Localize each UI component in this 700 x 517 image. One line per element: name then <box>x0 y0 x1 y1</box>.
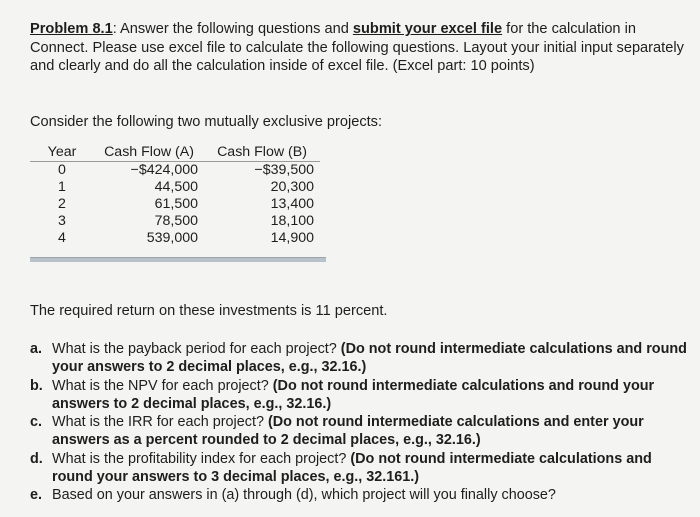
header-cash-flow-b: Cash Flow (B) <box>204 144 320 162</box>
question-item <box>30 377 690 414</box>
cell-year: 3 <box>58 213 66 229</box>
cell-cash-flow-a: −$424,000 <box>130 162 198 178</box>
required-return-text: The required return on these investments is 11 percent. <box>30 303 388 319</box>
cash-flow-table <box>30 144 320 247</box>
question-text: What is the profitability index for each project? <box>52 450 351 467</box>
question-item <box>30 340 690 377</box>
question-text: What is the IRR for each project? <box>52 414 268 431</box>
cell-cash-flow-b: −$39,500 <box>254 162 314 178</box>
cell-cash-flow-b: 18,100 <box>270 213 314 229</box>
table-row <box>30 196 320 213</box>
table-header-row <box>30 144 320 162</box>
question-instruction: (Do not round intermediate calculations and enter your answers as a percent rounded to 2 decimal places, e.g., 32.16.) <box>52 414 644 449</box>
cell-cash-flow-b: 13,400 <box>270 196 314 212</box>
cell-cash-flow-b: 20,300 <box>270 179 314 195</box>
cell-cash-flow-a: 61,500 <box>154 196 198 212</box>
question-instruction: (Do not round intermediate calculations and round your answers to 2 decimal places, e.g., 32.16.) <box>52 341 687 376</box>
intro-rest: for the calculation in Connect. Please use excel file to calculate the following questions. Layout your initial input separately and clearly and do all the calculation inside of excel file. (Excel part: 10 points) <box>30 21 684 74</box>
table-row <box>30 213 320 230</box>
question-text: What is the payback period for each project? <box>52 341 341 357</box>
cell-cash-flow-a: 44,500 <box>154 179 198 195</box>
question-item <box>30 413 690 450</box>
cell-cash-flow-a: 78,500 <box>154 213 198 229</box>
submit-instruction: submit your excel file <box>352 21 503 37</box>
question-instruction: (Do not round intermediate calculations and round your answers to 3 decimal places, e.g., 32.161.) <box>52 450 652 486</box>
question-letter: d. <box>30 450 43 467</box>
question-letter: b. <box>30 377 43 394</box>
question-letter: e. <box>30 487 43 504</box>
cell-cash-flow-b: 14,900 <box>270 230 314 246</box>
question-item <box>30 450 690 487</box>
problem-label: Problem 8.1 <box>30 21 113 37</box>
table-row <box>30 162 320 180</box>
cell-year: 4 <box>58 230 66 246</box>
intro-lead: : Answer the following questions and <box>112 21 353 37</box>
question-letter: c. <box>30 414 43 431</box>
consider-text: Consider the following two mutually exclusive projects: <box>30 114 383 130</box>
table-bottom-rule <box>30 257 326 262</box>
cash-flow-table-area <box>30 144 326 262</box>
question-text: Based on your answers in (a) through (d), which project will you finally choose? <box>52 487 556 504</box>
cell-year: 1 <box>58 179 66 195</box>
question-letter: a. <box>30 341 43 357</box>
table-row <box>30 179 320 196</box>
header-cash-flow-a: Cash Flow (A) <box>94 144 204 162</box>
question-text: What is the NPV for each project? <box>52 377 273 394</box>
cell-year: 2 <box>58 196 66 212</box>
cell-year: 0 <box>58 162 66 178</box>
table-row <box>30 230 320 247</box>
problem-intro <box>30 20 685 76</box>
cell-cash-flow-a: 539,000 <box>146 230 198 246</box>
question-item <box>30 486 690 504</box>
question-instruction: (Do not round intermediate calculations and round your answers to 2 decimal places, e.g., 32.16.) <box>52 377 655 412</box>
question-list <box>30 340 690 505</box>
header-year: Year <box>30 144 94 162</box>
